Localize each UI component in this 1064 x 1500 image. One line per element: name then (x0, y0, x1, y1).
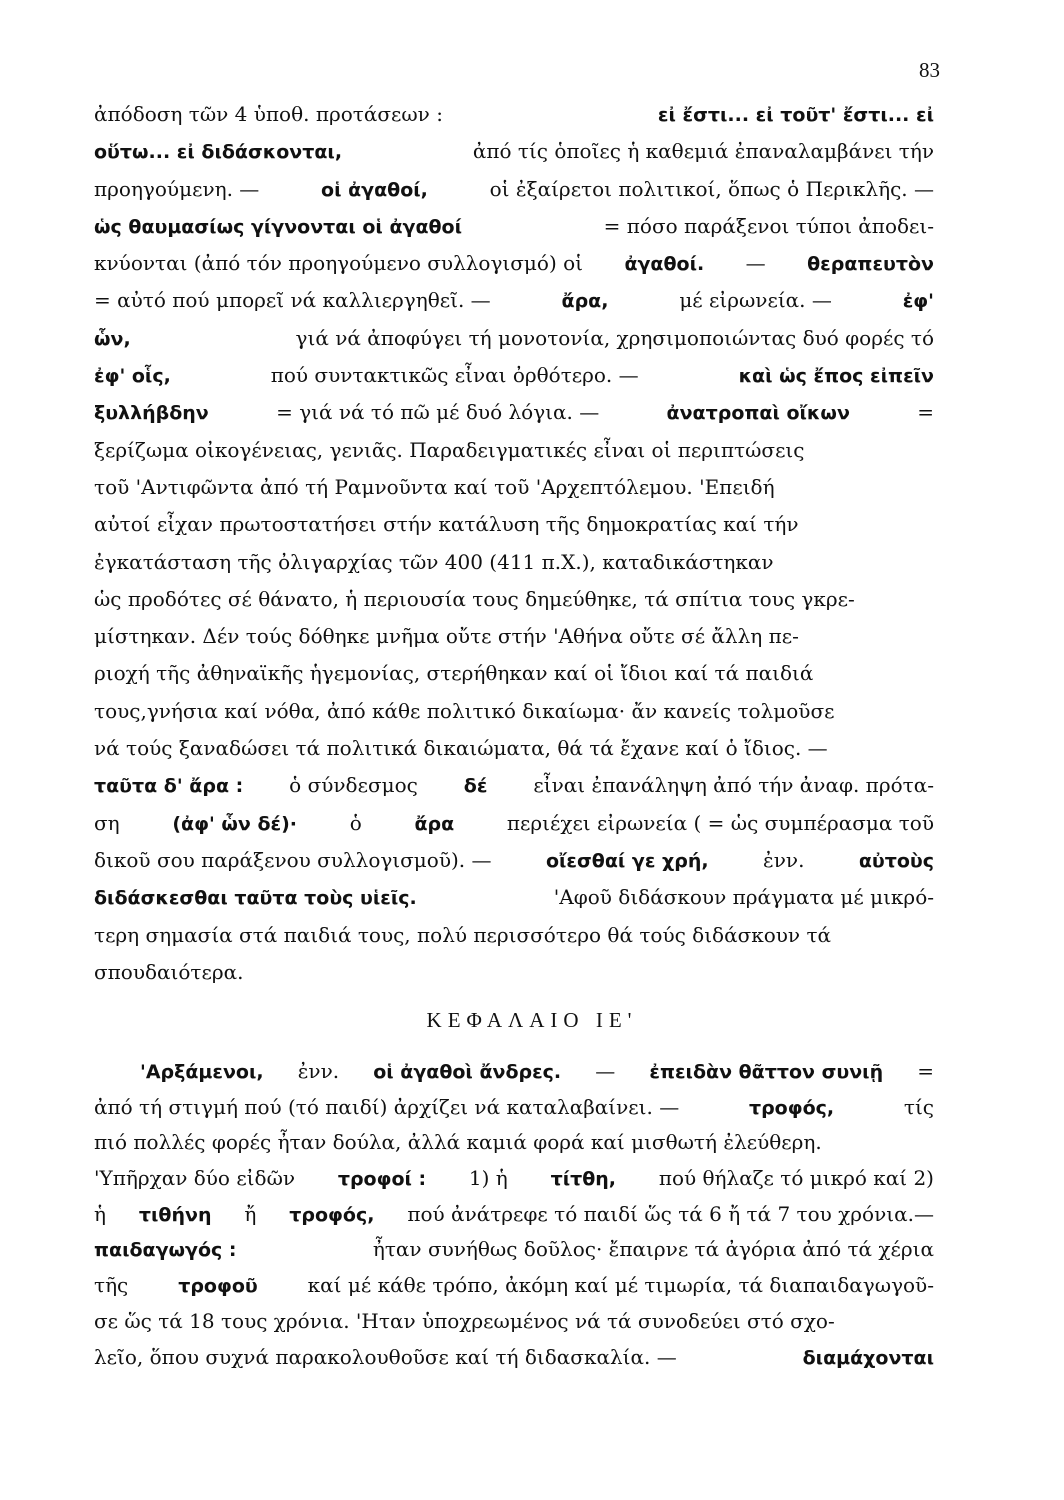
text-line (94, 917, 934, 954)
text-line (94, 357, 934, 394)
bold-term: ξυλλήβδην (94, 402, 209, 425)
bold-term: διαμάχονται (802, 1346, 934, 1369)
text-segment: ἦταν συνήθως δοῦλος· ἔπαιρνε τά ἀγόρια ἀπό τά χέρια (372, 1237, 934, 1262)
text-line (94, 879, 934, 916)
text-segment: ὁ σύνδεσμος (289, 773, 418, 798)
text-line (94, 320, 934, 357)
text-segment: ἀπό τή στιγμή πού (τό παιδί) ἀρχίζει νά καταλαβαίνει. — (94, 1094, 680, 1119)
text-segment: 'Αφοῦ διδάσκουν πράγματα μέ μικρό- (553, 885, 934, 910)
bold-term: οἱ ἀγαθοὶ ἄνδρες. (373, 1061, 562, 1083)
text-segment: τίς (903, 1094, 934, 1119)
bold-term: ἀγαθοί. (624, 253, 705, 276)
bold-term: ἐφ' (902, 290, 934, 313)
text-line (94, 1268, 934, 1304)
text-segment: μέ εἰρωνεία. — (679, 288, 832, 313)
bold-term: εἰ ἔστι... εἰ τοῦτ' ἔστι... εἰ (657, 104, 934, 126)
bold-term: τροφοί : (337, 1168, 427, 1191)
bold-term: δέ (463, 775, 488, 798)
text-segment: σπουδαιότερα. (94, 959, 244, 984)
text-segment: τους,γνήσια καί νόθα, ἀπό κάθε πολιτικό δικαίωμα· ἄν κανείς τολμοῦσε (94, 698, 835, 723)
bold-term: τροφός, (748, 1096, 835, 1119)
text-line (94, 171, 934, 208)
text-segment: 'Υπῆρχαν δύο εἰδῶν (94, 1166, 296, 1191)
text-segment: ἡ (94, 1201, 106, 1226)
text-segment: ἐγκατάσταση τῆς ὀλιγαρχίας τῶν 400 (411 π.Χ.), καταδικάστηκαν (94, 549, 774, 574)
text-segment: ἤ (244, 1201, 257, 1226)
text-line (94, 544, 934, 581)
text-line (94, 96, 934, 133)
text-segment: ἀπόδοση τῶν 4 ὑποθ. προτάσεων : (94, 102, 443, 126)
text-segment: πού συντακτικῶς εἶναι ὀρθότερο. — (270, 363, 639, 388)
text-segment: 1) ἡ (468, 1166, 508, 1191)
text-line (94, 842, 934, 879)
text-line (94, 1340, 934, 1376)
bold-term: ὡς θαυμασίως γίγνονται οἱ ἀγαθοί (94, 215, 463, 238)
text-segment: ση (94, 810, 120, 835)
bold-term: θεραπευτὸν (807, 253, 934, 276)
text-line (94, 282, 934, 319)
text-line (94, 1054, 934, 1090)
text-line (94, 1197, 934, 1233)
bold-term: ὧν, (94, 327, 131, 350)
text-segment: πιό πολλές φορές ἦταν δούλα, ἀλλά καμιά φορά καί μισθωτή ἐλεύθερη. (94, 1130, 822, 1155)
text-segment: προηγούμενη. — (94, 176, 260, 201)
text-line (94, 506, 934, 543)
text-line (94, 655, 934, 692)
bold-term: ἐφ' οἷς, (94, 365, 171, 388)
bold-term: (ἀφ' ὧν δέ)· (172, 812, 297, 835)
text-segment: καί μέ κάθε τρόπο, ἀκόμη καί μέ τιμωρία, τά διαπαιδαγωγοῦ- (307, 1273, 934, 1298)
text-line (94, 432, 934, 469)
bold-term: παιδαγωγός : (94, 1239, 237, 1262)
text-segment: αὐτοί εἶχαν πρωτοστατήσει στήν κατάλυση τῆς δημοκρατίας καί τήν (94, 512, 799, 537)
commentary-paragraph (94, 96, 934, 991)
text-line (94, 581, 934, 618)
text-segment: — (745, 251, 766, 276)
text-line (94, 805, 934, 842)
text-segment: = πόσο παράξενοι τύποι ἀποδει- (603, 213, 934, 238)
text-segment: σε ὥς τά 18 τους χρόνια. 'Ηταν ὑποχρεωμένος νά τά συνοδεύει στό σχο- (94, 1308, 835, 1333)
bold-term: αὐτοὺς (858, 849, 934, 872)
text-line (94, 1232, 934, 1268)
chapter-paragraph (94, 1054, 934, 1375)
bold-term: τροφός, (289, 1203, 375, 1226)
bold-term: τίτθη, (550, 1168, 617, 1191)
chapter-heading: ΚΕΦΑΛΑΙΟ ΙΕ' (426, 1008, 638, 1032)
text-line (94, 767, 934, 804)
bold-term: οἴεσθαί γε χρή, (545, 849, 709, 872)
text-segment: ξερίζωμα οἰκογένειας, γενιᾶς. Παραδειγματικές εἶναι οἱ περιπτώσεις (94, 437, 805, 462)
text-line (94, 730, 934, 767)
text-line (94, 1304, 934, 1340)
bold-term: τιθήνη (138, 1203, 212, 1226)
bold-term: ἀνατροπαὶ οἴκων (666, 402, 850, 425)
text-segment: = αὐτό πού μπορεῖ νά καλλιεργηθεῖ. — (94, 288, 491, 313)
text-line (94, 208, 934, 245)
page-number: 83 (919, 58, 940, 82)
text-line (94, 469, 934, 506)
bold-term: τροφοῦ (178, 1275, 258, 1298)
text-segment: τοῦ 'Αντιφῶντα ἀπό τή Ραμνοῦντα καί τοῦ 'Αρχεπτόλεμου. 'Επειδή (94, 474, 775, 499)
bold-term: διδάσκεσθαι ταῦτα τοὺς υἱεῖς. (94, 887, 417, 910)
text-segment: ἐνν. (763, 847, 805, 872)
text-segment: ὡς προδότες σέ θάνατο, ἡ περιουσία τους δημεύθηκε, τά σπίτια τους γκρε- (94, 586, 855, 611)
bold-term: οὕτω... εἰ διδάσκονται, (94, 141, 343, 164)
bold-term: ἄρα, (561, 290, 609, 313)
text-segment: γιά νά ἀποφύγει τή μονοτονία, χρησιμοποιώντας δυό φορές τό (295, 325, 934, 350)
text-segment: = (917, 1059, 934, 1083)
text-segment: ἀπό τίς ὁποῖες ἡ καθεμιά ἐπαναλαμβάνει τήν (472, 139, 934, 164)
bold-term: ἄρα (414, 812, 455, 835)
text-line (94, 1125, 934, 1161)
text-segment: ἐνν. (297, 1059, 340, 1083)
text-segment: τερη σημασία στά παιδιά τους, πολύ περισσότερο θά τούς διδάσκουν τά (94, 922, 832, 947)
bold-term: οἱ ἀγαθοί, (321, 178, 428, 201)
text-segment: κνύονται (ἀπό τόν προηγούμενο συλλογισμό) οἱ (94, 251, 583, 276)
text-line (94, 133, 934, 170)
text-segment: δικοῦ σου παράξενου συλλογισμοῦ). — (94, 847, 492, 872)
text-segment: τῆς (94, 1273, 129, 1298)
text-line (94, 618, 934, 655)
text-segment: = (917, 400, 934, 425)
bold-term: καὶ ὡς ἔπος εἰπεῖν (738, 365, 934, 388)
text-line (94, 394, 934, 431)
text-segment: ριοχή τῆς ἀθηναϊκῆς ἡγεμονίας, στερήθηκαν καί οἱ ἴδιοι καί τά παιδιά (94, 661, 814, 686)
text-segment: — (595, 1059, 616, 1083)
text-segment: μίστηκαν. Δέν τούς δόθηκε μνῆμα οὔτε στήν 'Αθήνα οὔτε σέ ἄλλη πε- (94, 624, 799, 649)
text-segment: νά τούς ξαναδώσει τά πολιτικά δικαιώματα, θά τά ἔχανε καί ὁ ἴδιος. — (94, 736, 828, 761)
text-segment: εἶναι ἐπανάληψη ἀπό τήν ἀναφ. πρότα- (533, 773, 934, 798)
text-segment: περιέχει εἰρωνεία ( = ὡς συμπέρασμα τοῦ (506, 810, 934, 835)
bold-term: ἐπειδὰν θᾶττον συνιῇ (649, 1061, 884, 1083)
bold-term: ταῦτα δ' ἄρα : (94, 775, 244, 798)
text-line (94, 954, 934, 991)
text-segment: πού θήλαζε τό μικρό καί 2) (658, 1166, 934, 1191)
bold-term: 'Αρξάμενοι, (140, 1061, 264, 1083)
text-line (94, 245, 934, 282)
text-segment: λεῖο, ὅπου συχνά παρακολουθοῦσε καί τή διδασκαλία. — (94, 1344, 677, 1369)
text-segment: πού ἀνάτρεφε τό παιδί ὥς τά 6 ἤ τά 7 του χρόνια.— (407, 1201, 934, 1226)
text-segment: ὁ (349, 810, 362, 835)
text-line (94, 1161, 934, 1197)
text-segment: οἱ ἐξαίρετοι πολιτικοί, ὅπως ὁ Περικλῆς. — (489, 176, 934, 201)
text-segment: = γιά νά τό πῶ μέ δυό λόγια. — (276, 400, 600, 425)
text-line (94, 1090, 934, 1126)
text-line (94, 693, 934, 730)
